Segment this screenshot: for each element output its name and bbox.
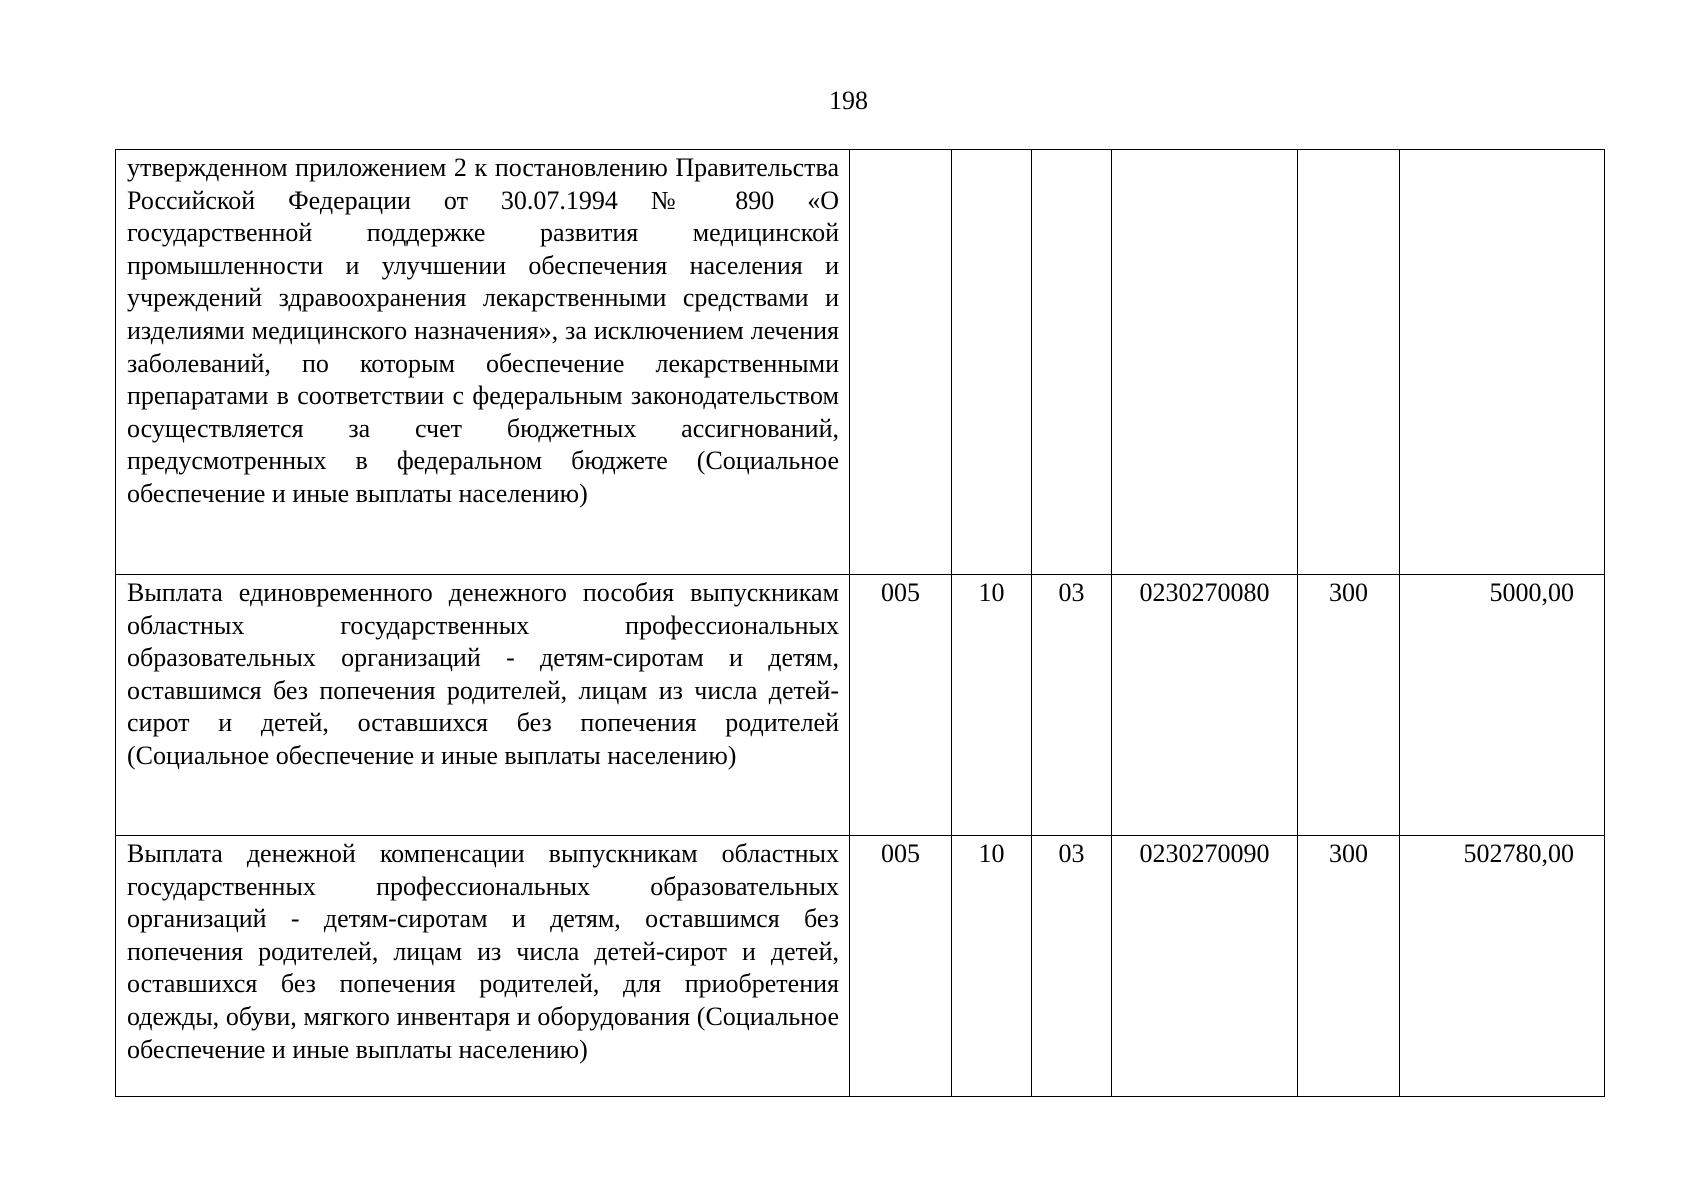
subsection-code-cell: 03 — [1032, 575, 1112, 836]
amount-cell — [1400, 150, 1605, 575]
row-description: утвержденном приложением 2 к постановлению Правительства Российской Федерации от 30.07.1994 № 890 «О государственной поддержке развития медицинской промышленности и улучшении обеспечения населения и учреждений здравоохранения лекарственными средствами и изделиями медицинского назначения», за исключением лечения заболеваний, по которым обеспечение лекарственными препаратами в соответствии с федеральным законодательством осуществляется за счет бюджетных ассигнований, предусмотренных в федеральном бюджете (Социальное обеспечение и иные выплаты населению) — [116, 150, 850, 575]
amount-cell: 5000,00 — [1400, 575, 1605, 836]
subsection-code-cell: 03 — [1032, 836, 1112, 1097]
table-row — [116, 836, 1605, 1097]
section-code-cell: 10 — [952, 575, 1032, 836]
budget-table — [115, 149, 1605, 1097]
expense-type-cell — [1298, 150, 1400, 575]
table-row — [116, 575, 1605, 836]
expense-type-cell: 300 — [1298, 575, 1400, 836]
section-code-cell: 10 — [952, 836, 1032, 1097]
section-code-cell — [952, 150, 1032, 575]
subsection-code-cell — [1032, 150, 1112, 575]
target-article-cell: 0230270090 — [1112, 836, 1298, 1097]
expense-type-cell: 300 — [1298, 836, 1400, 1097]
page-number: 198 — [829, 86, 868, 115]
table-row — [116, 150, 1605, 575]
row-description: Выплата денежной компенсации выпускникам областных государственных профессиональных образовательных организаций - детям-сиротам и детям, оставшимся без попечения родителей, лицам из числа детей-сирот и детей, оставшихся без попечения родителей, для приобретения одежды, обуви, мягкого инвентаря и оборудования (Социальное обеспечение и иные выплаты населению) — [116, 836, 850, 1097]
target-article-cell: 0230270080 — [1112, 575, 1298, 836]
row-description: Выплата единовременного денежного пособия выпускникам областных государственных профессиональных образовательных организаций - детям-сиротам и детям, оставшимся без попечения родителей, лицам из числа детей-сирот и детей, оставшихся без попечения родителей (Социальное обеспечение и иные выплаты населению) — [116, 575, 850, 836]
ministry-code-cell: 005 — [850, 836, 952, 1097]
target-article-cell — [1112, 150, 1298, 575]
ministry-code-cell: 005 — [850, 575, 952, 836]
amount-cell: 502780,00 — [1400, 836, 1605, 1097]
ministry-code-cell — [850, 150, 952, 575]
